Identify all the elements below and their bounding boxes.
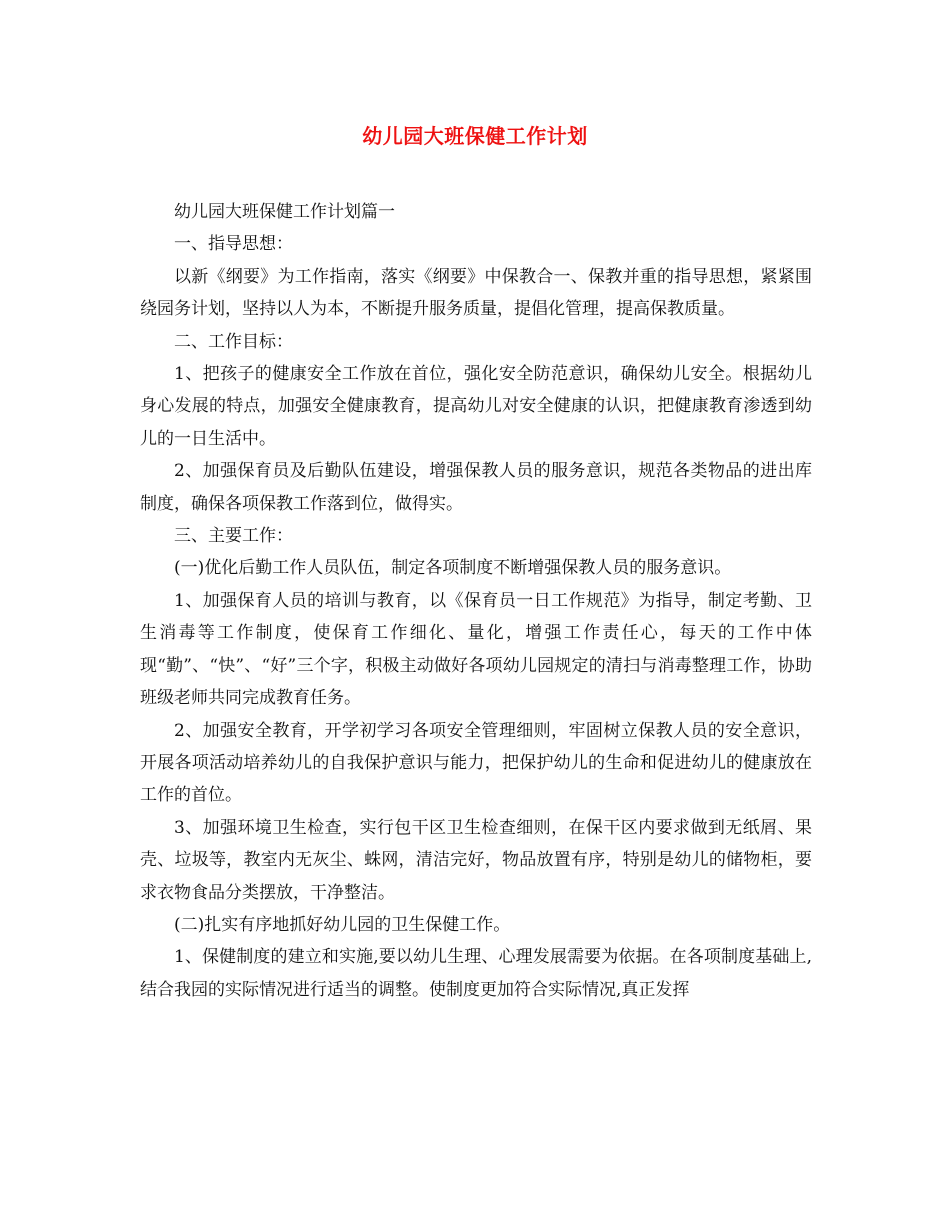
document-body bbox=[140, 196, 812, 1006]
paragraph-goal-1: 1、把孩子的健康安全工作放在首位，强化安全防范意识，确保幼儿安全。根据幼儿身心发展的特点，加强安全健康教育，提高幼儿对安全健康的认识，把健康教育渗透到幼儿的一日生活中。 bbox=[140, 364, 812, 449]
paragraph-subsection-2: (二)扎实有序地抓好幼儿园的卫生保健工作。 bbox=[174, 914, 511, 935]
paragraph-work-item-1: 1、加强保育人员的培训与教育，以《保育员一日工作规范》为指导，制定考勤、卫生消毒等工作制度，使保育工作细化、量化，增强工作责任心，每天的工作中体现“勤”、“快”、“好”三个字，积极主动做好各项幼儿园规定的清扫与消毒整理工作，协助班级老师共同完成教育任务。 bbox=[140, 590, 812, 709]
document-title: 幼儿园大班保健工作计划 bbox=[362, 124, 588, 148]
paragraph-main-work-heading: 三、主要工作： bbox=[174, 526, 293, 547]
paragraph-guiding-thought-heading: 一、指导思想： bbox=[174, 234, 293, 255]
paragraph-work-item-3: 3、加强环境卫生检查，实行包干区卫生检查细则，在保干区内要求做到无纸屑、果壳、垃圾等，教室内无灰尘、蛛网，清洁完好，物品放置有序，特别是幼儿的储物柜，要求衣物食品分类摆放，干净整洁。 bbox=[140, 817, 812, 903]
paragraph-subsection-1: (一)优化后勤工作人员队伍，制定各项制度不断增强保教人员的服务意识。 bbox=[174, 558, 732, 579]
paragraph-goal-2: 2、加强保育员及后勤队伍建设，增强保教人员的服务意识，规范各类物品的进出库制度，确保各项保教工作落到位，做得实。 bbox=[140, 461, 812, 514]
paragraph-goals-heading: 二、工作目标： bbox=[174, 331, 293, 352]
paragraph-section-heading: 幼儿园大班保健工作计划篇一 bbox=[174, 202, 395, 222]
paragraph-health-item-1: 1、保健制度的建立和实施,要以幼儿生理、心理发展需要为依据。在各项制度基础上,结合我园的实际情况进行适当的调整。使制度更加符合实际情况,真正发挥 bbox=[140, 947, 812, 1000]
paragraph-work-item-2: 2、加强安全教育，开学初学习各项安全管理细则，牢固树立保教人员的安全意识，开展各项活动培养幼儿的自我保护意识与能力，把保护幼儿的生命和促进幼儿的健康放在工作的首位。 bbox=[140, 720, 812, 806]
paragraph-guiding-thought: 以新《纲要》为工作指南，落实《纲要》中保教合一、保教并重的指导思想，紧紧围绕园务计划，坚持以人为本，不断提升服务质量，提倡化管理，提高保教质量。 bbox=[140, 266, 812, 320]
